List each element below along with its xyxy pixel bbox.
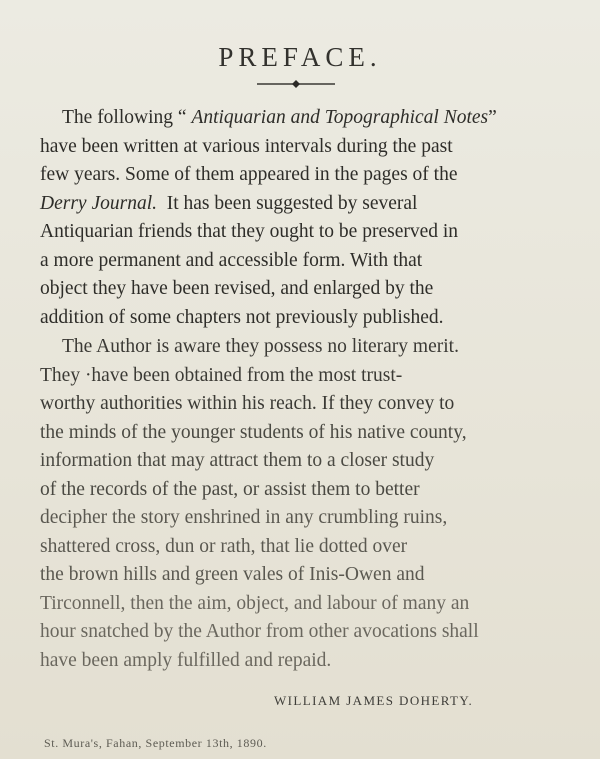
divider-ornament-icon [257, 79, 335, 89]
preface-body [40, 104, 555, 675]
paragraph-line: Antiquarian friends that they ought to be preserved in [40, 221, 459, 242]
paragraph-line: have been written at various intervals during the past [40, 135, 453, 157]
paragraph-line: information that may attract them to a closer study [40, 450, 435, 471]
paragraph-2 [40, 333, 555, 675]
paragraph-line: few years. Some of them appeared in the pages of the [40, 164, 458, 185]
paragraph-1 [40, 104, 555, 332]
paragraph-line: have been amply fulfilled and repaid. [40, 649, 332, 671]
paragraph-line: They ·have been obtained from the most trust- [40, 364, 403, 386]
paragraph-line: worthy authorities within his reach. If they convey to [40, 393, 455, 414]
dateline: St. Mura's, Fahan, September 13th, 1890. [44, 736, 267, 750]
paragraph-line: a more permanent and accessible form. With that [40, 249, 423, 271]
paragraph-line: shattered cross, dun or rath, that lie dotted over [40, 535, 408, 557]
quoted-title: Antiquarian and Topographical Notes [191, 107, 489, 128]
paragraph-line: The following “ Antiquarian and Topographical Notes” [62, 107, 497, 128]
paragraph-line: the minds of the younger students of his native county, [40, 421, 467, 443]
journal-name: Derry Journal. [40, 192, 157, 214]
paragraph-line: Derry Journal. It has been suggested by several [40, 192, 418, 214]
paragraph-line: hour snatched by the Author from other avocations shall [40, 621, 479, 642]
paragraph-line: Tirconnell, then the aim, object, and labour of many an [40, 592, 470, 614]
paragraph-line: object they have been revised, and enlarged by the [40, 278, 434, 299]
paragraph-line: The Author is aware they possess no literary merit. [62, 336, 459, 357]
paragraph-line: the brown hills and green vales of Inis-Owen and [40, 564, 425, 585]
paragraph-line: decipher the story enshrined in any crumbling ruins, [40, 507, 448, 528]
author-signature: WILLIAM JAMES DOHERTY. [274, 693, 474, 708]
paragraph-line: of the records of the past, or assist them to better [40, 478, 420, 500]
paragraph-line: addition of some chapters not previously published. [40, 306, 444, 328]
page-title: PREFACE. [218, 42, 382, 73]
